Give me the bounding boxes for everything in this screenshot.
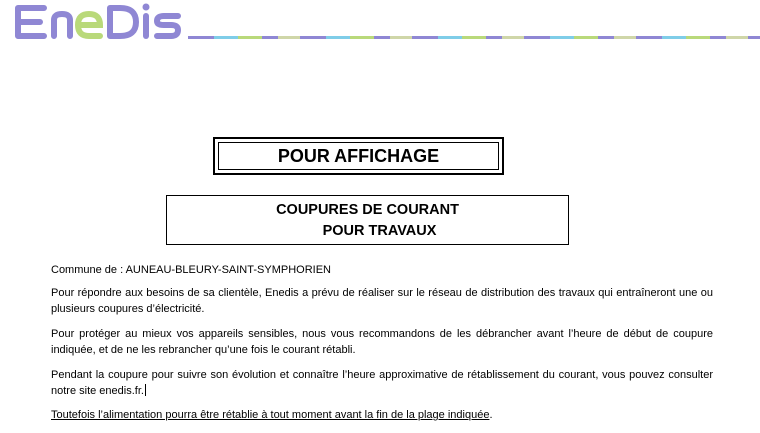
header-stripe — [188, 36, 760, 39]
subtitle-box — [166, 195, 569, 245]
paragraph-1: Pour répondre aux besoins de sa clientèle, Enedis a prévu de réaliser sur le réseau de distribution des travaux qui entraîneront une ou plusieurs coupures d’électricité. — [51, 287, 713, 315]
title-label: POUR AFFICHAGE — [218, 142, 499, 170]
text-cursor — [145, 384, 146, 396]
subtitle-line-1: COUPURES DE COURANT — [276, 202, 459, 218]
paragraph-3-text: Pendant la coupure pour suivre son évolution et connaître l’heure approximative de rétablissement du courant, vous pouvez consulter notre site enedis.fr. — [51, 369, 713, 397]
commune-line: Commune de : AUNEAU-BLEURY-SAINT-SYMPHORIEN — [51, 264, 331, 276]
paragraph-2: Pour protéger au mieux vos appareils sensibles, nous vous recommandons de les débrancher avant l’heure de début de coupure indiquée, et de ne les rebrancher qu’une fois le courant rétabli. — [51, 328, 713, 356]
subtitle-line-2: POUR TRAVAUX — [322, 223, 437, 239]
note-paragraph — [51, 407, 713, 423]
note-text: Toutefois l’alimentation pourra être rétablie à tout moment avant la fin de la plage indiquée — [51, 409, 490, 421]
paragraph-3 — [51, 367, 713, 399]
title-box — [213, 137, 504, 175]
enedis-logo — [14, 2, 184, 42]
note-period: . — [489, 409, 493, 421]
